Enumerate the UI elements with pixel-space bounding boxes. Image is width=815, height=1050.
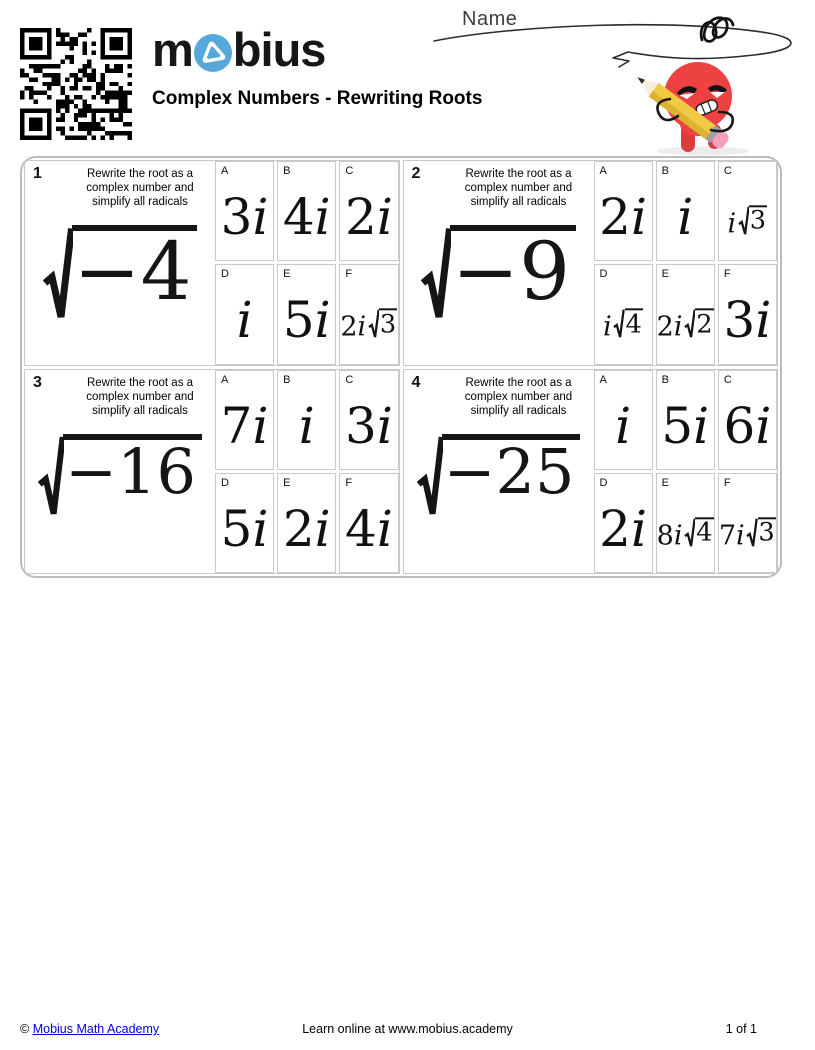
answer-option-b[interactable] [277, 370, 336, 470]
answer-value: i [298, 396, 315, 455]
logo-text-prefix: m [152, 23, 193, 76]
problem-card [24, 369, 400, 575]
answer-letter: A [221, 373, 229, 386]
radical-expression [43, 225, 198, 325]
answer-option-e[interactable] [277, 473, 336, 573]
question-area [404, 370, 594, 574]
answer-option-c[interactable] [339, 370, 398, 470]
answer-option-c[interactable] [718, 370, 777, 470]
answer-option-a[interactable] [594, 370, 653, 470]
answer-option-b[interactable] [277, 161, 336, 261]
small-radical: 4 [613, 309, 643, 340]
answer-value: 3i [345, 396, 393, 455]
answer-value: 5i [282, 291, 331, 350]
answer-option-f[interactable] [718, 264, 777, 364]
answer-option-d[interactable] [594, 264, 653, 364]
answer-grid [215, 161, 399, 365]
name-underline [434, 25, 791, 67]
answer-letter: E [283, 476, 291, 489]
answer-letter: F [345, 476, 353, 489]
question-area [25, 370, 215, 574]
problem-number: 2 [411, 165, 421, 182]
radical-expression [38, 434, 202, 521]
small-radical: 2 [684, 309, 714, 340]
answer-value: i [677, 188, 694, 247]
answer-option-e[interactable] [277, 264, 336, 364]
answer-value: 5i [661, 396, 710, 455]
answer-value: i [236, 291, 253, 350]
answer-option-d[interactable] [215, 473, 274, 573]
problems-card [20, 156, 782, 578]
answer-value: 2i 3 [340, 309, 397, 343]
answer-letter: E [661, 476, 669, 489]
answer-letter: F [345, 268, 353, 281]
problem-card [403, 160, 779, 366]
worksheet-title: Complex Numbers - Rewriting Roots [152, 88, 483, 109]
answer-letter: B [283, 165, 291, 177]
answer-value: 6i [723, 396, 772, 455]
answer-letter: C [723, 165, 732, 177]
answer-letter: D [221, 476, 229, 489]
answer-letter: C [345, 165, 354, 177]
answer-option-f[interactable] [339, 473, 398, 573]
radical-sign-icon [43, 225, 73, 325]
answer-option-e[interactable] [656, 264, 715, 364]
answer-letter: B [283, 373, 291, 386]
answer-letter: A [221, 165, 229, 177]
answer-value: 2i [282, 499, 331, 558]
answer-option-b[interactable] [656, 370, 715, 470]
problem-instructions: Rewrite the root as a complex number and simplify all radicals [464, 376, 573, 417]
answer-option-c[interactable] [339, 161, 398, 261]
question-area [404, 161, 594, 365]
problem-instructions: Rewrite the root as a complex number and simplify all radicals [464, 168, 573, 209]
answer-option-d[interactable] [215, 264, 274, 364]
problems-grid [22, 158, 780, 576]
mobius-logo [152, 23, 326, 76]
radical-sign-icon [38, 434, 64, 521]
answer-option-f[interactable] [718, 473, 777, 573]
small-radical: 3 [368, 309, 398, 340]
answer-option-f[interactable] [339, 264, 398, 364]
page-number: 1 of 1 [725, 1022, 757, 1036]
answer-value: 8i 4 [656, 517, 713, 552]
qr-code-icon [20, 28, 132, 140]
answer-letter: A [599, 165, 607, 177]
answer-option-c[interactable] [718, 161, 777, 261]
copyright-symbol: © [20, 1022, 30, 1036]
head-scribble [701, 18, 733, 42]
answer-letter: D [599, 268, 608, 281]
answer-value: 4i [345, 499, 393, 558]
mascot-illustration [420, 0, 815, 160]
answer-letter: E [661, 268, 669, 281]
answer-grid [594, 370, 778, 574]
answer-value: 2i 2 [656, 309, 713, 343]
logo-text-suffix: bius [232, 23, 326, 76]
problem-number: 3 [33, 373, 42, 391]
radical-expression [417, 434, 581, 521]
problem-card [24, 160, 400, 366]
answer-value: i 3 [727, 205, 767, 240]
answer-letter: F [723, 268, 731, 281]
problem-number: 4 [411, 373, 421, 391]
problem-instructions: Rewrite the root as a complex number and simplify all radicals [86, 168, 194, 209]
answer-letter: B [661, 165, 669, 177]
answer-letter: F [723, 476, 731, 489]
answer-value: i [615, 396, 632, 455]
answer-option-d[interactable] [594, 473, 653, 573]
problem-number: 1 [33, 165, 42, 182]
radicand: −4 [72, 225, 198, 325]
answer-value: 7i 3 [718, 517, 775, 552]
answer-grid [215, 370, 399, 574]
answer-value: 3i [220, 188, 269, 247]
answer-option-a[interactable] [215, 370, 274, 470]
answer-option-e[interactable] [656, 473, 715, 573]
footer-academy-link[interactable]: Mobius Math Academy [32, 1022, 160, 1036]
radical-expression [421, 225, 576, 325]
small-radical: 3 [746, 517, 776, 548]
radicand: −9 [450, 225, 576, 325]
radicand: −16 [63, 434, 202, 521]
mobius-logo-mark-icon [194, 34, 232, 72]
answer-letter: D [599, 476, 608, 489]
answer-option-b[interactable] [656, 161, 715, 261]
name-label: Name [462, 8, 518, 30]
small-radical: 4 [684, 517, 714, 548]
answer-letter: B [661, 373, 669, 386]
answer-value: 7i [220, 396, 269, 455]
answer-value: 2i [599, 499, 647, 558]
answer-letter: A [599, 373, 607, 386]
answer-letter: E [283, 268, 291, 281]
answer-value: 2i [345, 188, 393, 247]
problem-card [403, 369, 779, 575]
answer-grid [594, 161, 778, 365]
answer-value: 4i [282, 188, 331, 247]
answer-option-a[interactable] [215, 161, 274, 261]
problem-instructions: Rewrite the root as a complex number and simplify all radicals [86, 376, 194, 417]
question-area [25, 161, 215, 365]
answer-value: 2i [599, 188, 647, 247]
radical-sign-icon [421, 225, 451, 325]
footer-center-text: Learn online at www.mobius.academy [302, 1022, 513, 1036]
answer-letter: C [345, 373, 354, 386]
answer-value: 3i [723, 291, 772, 350]
answer-letter: C [723, 373, 732, 386]
answer-letter: D [221, 268, 229, 281]
small-radical: 3 [738, 205, 768, 236]
radical-sign-icon [417, 434, 443, 521]
answer-value: 5i [220, 499, 269, 558]
answer-value: i 4 [603, 309, 642, 343]
answer-option-a[interactable] [594, 161, 653, 261]
radicand: −25 [442, 434, 581, 521]
